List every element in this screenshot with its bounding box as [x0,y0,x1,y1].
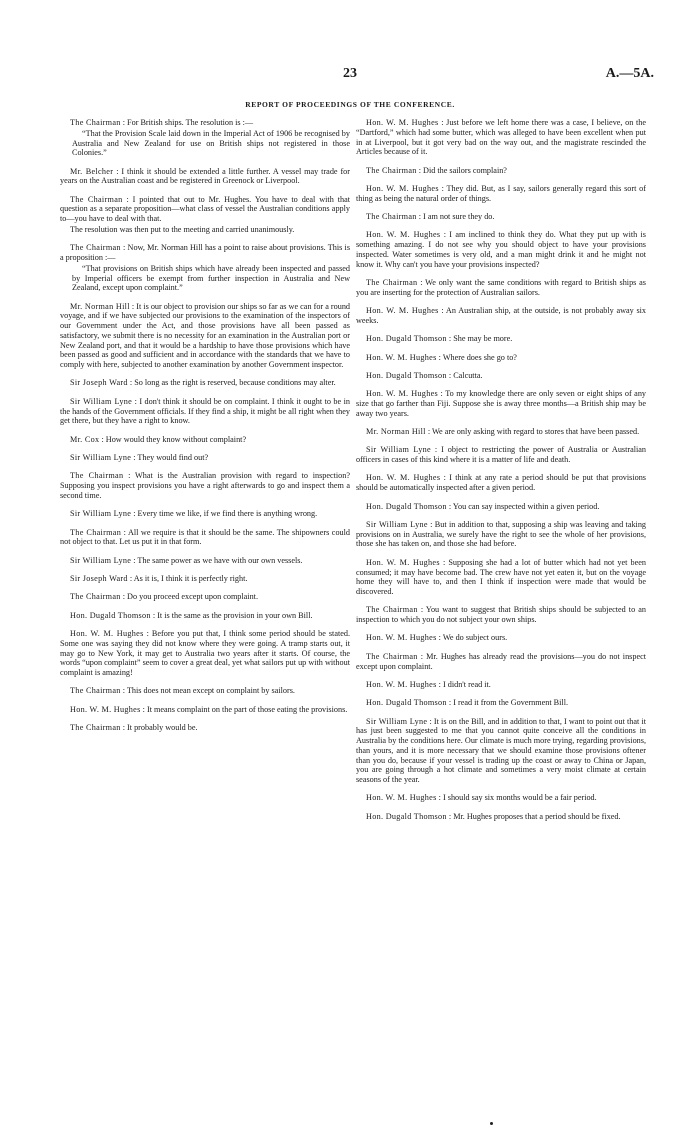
speech-text: : It is on the Bill, and in addition to that, I want to point out that it has just been suggested to me that you cannot quite conceive all the conditions in Australia by the conditions here. Our climate is much more trying, regarding provisions, than yours, and it is more necessary that we should examine those provisions oftener than you do, because if your vessel is trading up the coast or away to China or Japan, you are going through a hot climate and sometimes a very moist climate at certain seasons of the year. [356,716,646,785]
speech-paragraph [356,633,646,643]
speech-text: : It is our object to provision our ships so far as we can for a round voyage, and if we have subjected our provisions to the examination of the inspectors of our Government under the Act, and those provisions have all been passed as satisfactory, we submit there is no necessity for an examination in the Australian port or New Zealand port, and that it would be a hardship to have those provisions which have been passed as good and sufficient and in accordance with the standards that we have to comply with here, subjected to another examination by another Government inspector. [60,301,350,370]
speaker-name: Hon. W. M. Hughes [70,704,141,714]
speech-text: : I am not sure they do. [418,212,495,222]
speech-text: : This does not mean except on complaint by sailors. [122,686,295,696]
speaker-name: Mr. Belcher [70,166,114,176]
speaker-name: The Chairman [70,194,123,204]
speech-paragraph [60,592,350,602]
speech-text: : She may be more. [448,334,513,344]
speech-text: : It probably would be. [122,723,198,733]
speaker-name: The Chairman [70,471,124,481]
speech-text: : I am inclined to think they do. What they put up with is something amazing. I do not see why you should object to have your provisions inspected. Water sometimes is very old, and a man might drink it and he might not know it. Why can't you have your provisions inspected? [356,230,646,269]
speech-text: : Supposing she had a lot of butter which had not yet been consumed; it may have become bad. The crew have not yet eaten it, but on the voyage home they will have to, and then I think if inspection were made that would be discovered. [356,557,646,596]
speaker-name: Sir William Lyne [366,519,428,529]
speech-text: : It is the same as the provision in your own Bill. [152,610,313,620]
speaker-name: Sir William Lyne [366,716,428,726]
speech-text: : An Australian ship, at the outside, is not probably away six weeks. [356,306,646,325]
speaker-name: Sir William Lyne [366,445,431,455]
speech-paragraph [60,556,350,566]
speaker-name: Hon. W. M. Hughes [366,352,437,362]
speech-paragraph [60,705,350,715]
speech-paragraph [60,471,350,500]
speech-paragraph [60,435,350,445]
speaker-name: Mr. Cox [70,434,100,444]
paper-code: A.—5A. [605,66,654,81]
left-column [60,118,350,1108]
speaker-name: Sir Joseph Ward [70,378,128,388]
speech-paragraph [356,812,646,822]
speech-text: : I didn't read it. [438,679,491,689]
speech-text: : You want to suggest that British ships should be subjected to an inspection to which you do not subject your own ships. [356,605,646,625]
speaker-name: The Chairman [366,277,418,287]
speaker-name: Hon. Dugald Thomson [366,811,447,821]
speech-text: : As it is, I think it is perfectly right. [129,573,248,583]
speech-paragraph [356,230,646,269]
speech-paragraph [356,389,646,418]
speaker-name: Sir William Lyne [70,453,132,462]
speaker-name: The Chairman [70,527,122,537]
speech-text: : I don't think it should be on complaint. I think it ought to be in the hands of the Government officials. If they find a ship, it might be all right when they get there, but they have a right to know. [60,396,350,426]
speech-paragraph [60,509,350,519]
speaker-name: Hon. Dugald Thomson [366,501,447,511]
speech-paragraph [60,302,350,370]
speaker-name: The Chairman [366,165,417,175]
speech-text: : For British ships. The resolution is :— [122,118,254,127]
speech-paragraph [60,686,350,696]
speaker-name: Hon. W. M. Hughes [366,118,439,127]
page-dot-mark [490,1122,493,1125]
speech-paragraph [356,212,646,222]
speaker-name: The Chairman [70,686,121,696]
speech-text: : They did. But, as I say, sailors generally regard this sort of thing as being the natural order of things. [356,183,646,203]
speech-paragraph [356,118,646,157]
speech-text: : How would they know without complaint? [101,434,247,444]
speech-text: : Mr. Hughes proposes that a period should be fixed. [448,811,621,821]
speech-paragraph [60,397,350,426]
resolution-quote: “That the Provision Scale laid down in the Imperial Act of 1906 be recognised by Australia and New Zealand for use on British ships not registered in those Colonies.” [72,128,350,158]
speech-text: : We are only asking with regard to stores that have been passed. [427,427,640,437]
speech-paragraph [356,558,646,597]
speech-paragraph [60,243,350,293]
speaker-name: Hon. W. M. Hughes [366,230,441,240]
speaker-name: The Chairman [70,118,121,127]
speaker-name: Hon. W. M. Hughes [366,557,440,567]
speech-text: : Do you proceed except upon complaint. [122,592,259,602]
speech-paragraph [60,611,350,621]
speaker-name: Hon. W. M. Hughes [366,389,439,399]
speech-text: : I pointed that out to Mr. Hughes. You have to deal with that question as a separate proposition—what class of vessel the Australian conditions apply to—you have to deal with that. [60,194,350,224]
speech-paragraph [356,717,646,785]
speaker-name: The Chairman [70,243,121,253]
resolution-quote: “That provisions on British ships which have already been inspected and passed by Imperial officers be exempt from further inspection in Australia and New Zealand, except upon complaint.” [72,263,350,293]
speech-paragraph [356,334,646,344]
speech-paragraph [356,680,646,690]
speaker-name: Hon. W. M. Hughes [366,679,437,689]
resolution-outcome: The resolution was then put to the meeting and carried unanimously. [70,224,295,234]
speech-text: : I think at any rate a period should be put that provisions should be automatically inspected after a given period. [356,473,646,493]
speech-paragraph [356,427,646,437]
speech-paragraph [60,167,350,187]
speaker-name: Sir Joseph Ward [70,573,128,583]
speech-text: : It means complaint on the part of those eating the provisions. [142,704,348,714]
speaker-name: The Chairman [366,605,418,615]
speech-paragraph [60,378,350,388]
speaker-name: Mr. Norman Hill [70,301,130,311]
speaker-name: Hon. Dugald Thomson [366,334,447,344]
speaker-name: The Chairman [70,592,121,602]
speaker-name: Sir William Lyne [70,555,132,565]
speaker-name: Hon. Dugald Thomson [70,610,151,620]
speech-text: : Every time we like, if we find there is anything wrong. [133,509,318,519]
page-number: 23 [343,66,357,81]
speech-text: : I read it from the Government Bill. [448,698,569,708]
speech-paragraph [356,698,646,708]
speaker-name: Hon. W. M. Hughes [366,183,439,193]
speaker-name: The Chairman [70,723,121,733]
speech-paragraph [60,723,350,733]
speech-paragraph [60,118,350,158]
speech-text: : So long as the right is reserved, because conditions may alter. [129,378,336,388]
speech-paragraph [356,520,646,549]
report-title: REPORT OF PROCEEDINGS OF THE CONFERENCE. [245,100,455,109]
speech-text: : We only want the same conditions with regard to British ships as you are inserting for the protection of Australian sailors. [356,277,646,297]
speech-text: : I think it should be extended a little further. A vessel may trade for years on the Australian coast and be registered in Greenock or Liverpool. [60,166,350,186]
speech-text: : What is the Australian provision with regard to inspection? Supposing you inspect provisions you have a right afterwards to go and inspect them a second time. [60,471,350,500]
speech-paragraph [356,166,646,176]
speech-text: : Just before we left home there was a case, I believe, on the “Dartford,” which had some butter, which was alleged to have been excellent when put in at Liverpool, but it got very bad on the way out, and the magistrate rescinded the Articles because of it. [356,118,646,157]
speech-paragraph [356,306,646,326]
speech-text: : I should say six months would be a fair period. [438,793,597,803]
speaker-name: Hon. W. M. Hughes [366,793,437,803]
speaker-name: Hon. W. M. Hughes [366,473,441,483]
speech-paragraph [356,502,646,512]
speech-text: : Before you put that, I think some period should be stated. Some one was saying they did not know where they were going. A tramp starts out, it may go to New York, it may get to Australia two years after it starts. Of course, the words “upon complaint” seem to cover a great deal, yet what sailors put up with without complaint is amazing! [60,629,350,677]
speaker-name: Hon. Dugald Thomson [366,370,447,380]
speech-text: : To my knowledge there are only seven or eight ships of any size that go farther than Fiji. Suppose she is away three months—a British ship may be away two years. [356,389,646,418]
speech-paragraph [356,445,646,465]
speech-paragraph [356,652,646,672]
speaker-name: The Chairman [366,651,418,661]
speaker-name: Hon. Dugald Thomson [366,698,447,708]
speech-paragraph [356,371,646,381]
speech-paragraph [60,528,350,548]
speech-text: : They would find out? [133,453,209,462]
speech-paragraph [60,629,350,678]
speech-paragraph [60,195,350,235]
speech-text: : The same power as we have with our own vessels. [133,555,303,565]
speech-text: : Where does she go to? [438,352,517,362]
right-column [356,118,646,1108]
speech-paragraph [356,278,646,298]
speech-paragraph [356,184,646,204]
speaker-name: Hon. W. M. Hughes [366,306,439,316]
speech-text: : Mr. Hughes has already read the provisions—you do not inspect except upon complaint. [356,651,646,671]
speech-text: : All we require is that it should be the same. The shipowners could not object to that. Let us put it in that form. [60,527,350,547]
speaker-name: Hon. W. M. Hughes [70,629,144,638]
speech-paragraph [60,453,350,463]
speaker-name: Hon. W. M. Hughes [366,633,437,643]
speaker-name: Sir William Lyne [70,509,132,519]
speech-paragraph [356,473,646,493]
speaker-name: Mr. Norman Hill [366,427,426,437]
speech-text: : Now, Mr. Norman Hill has a point to raise about provisions. This is a proposition :— [60,243,350,263]
speech-text: : I object to restricting the power of Australia or Australian officers in cases of this kind where it is a matter of life and death. [356,445,646,465]
speech-paragraph [356,353,646,363]
speech-paragraph [356,793,646,803]
speech-text: : Calcutta. [448,370,483,380]
speech-text: : You can say inspected within a given period. [448,501,600,511]
speech-paragraph [60,574,350,584]
speaker-name: The Chairman [366,212,417,222]
speech-text: : We do subject ours. [438,633,508,643]
speech-text: : But in addition to that, supposing a ship was leaving and taking provisions on in Australia, we surely have the right to see the whole of her provisions, those she has taken on, and those she had before. [356,519,646,549]
speech-paragraph [356,605,646,625]
speech-text: : Did the sailors complain? [418,165,507,175]
speaker-name: Sir William Lyne [70,396,133,406]
